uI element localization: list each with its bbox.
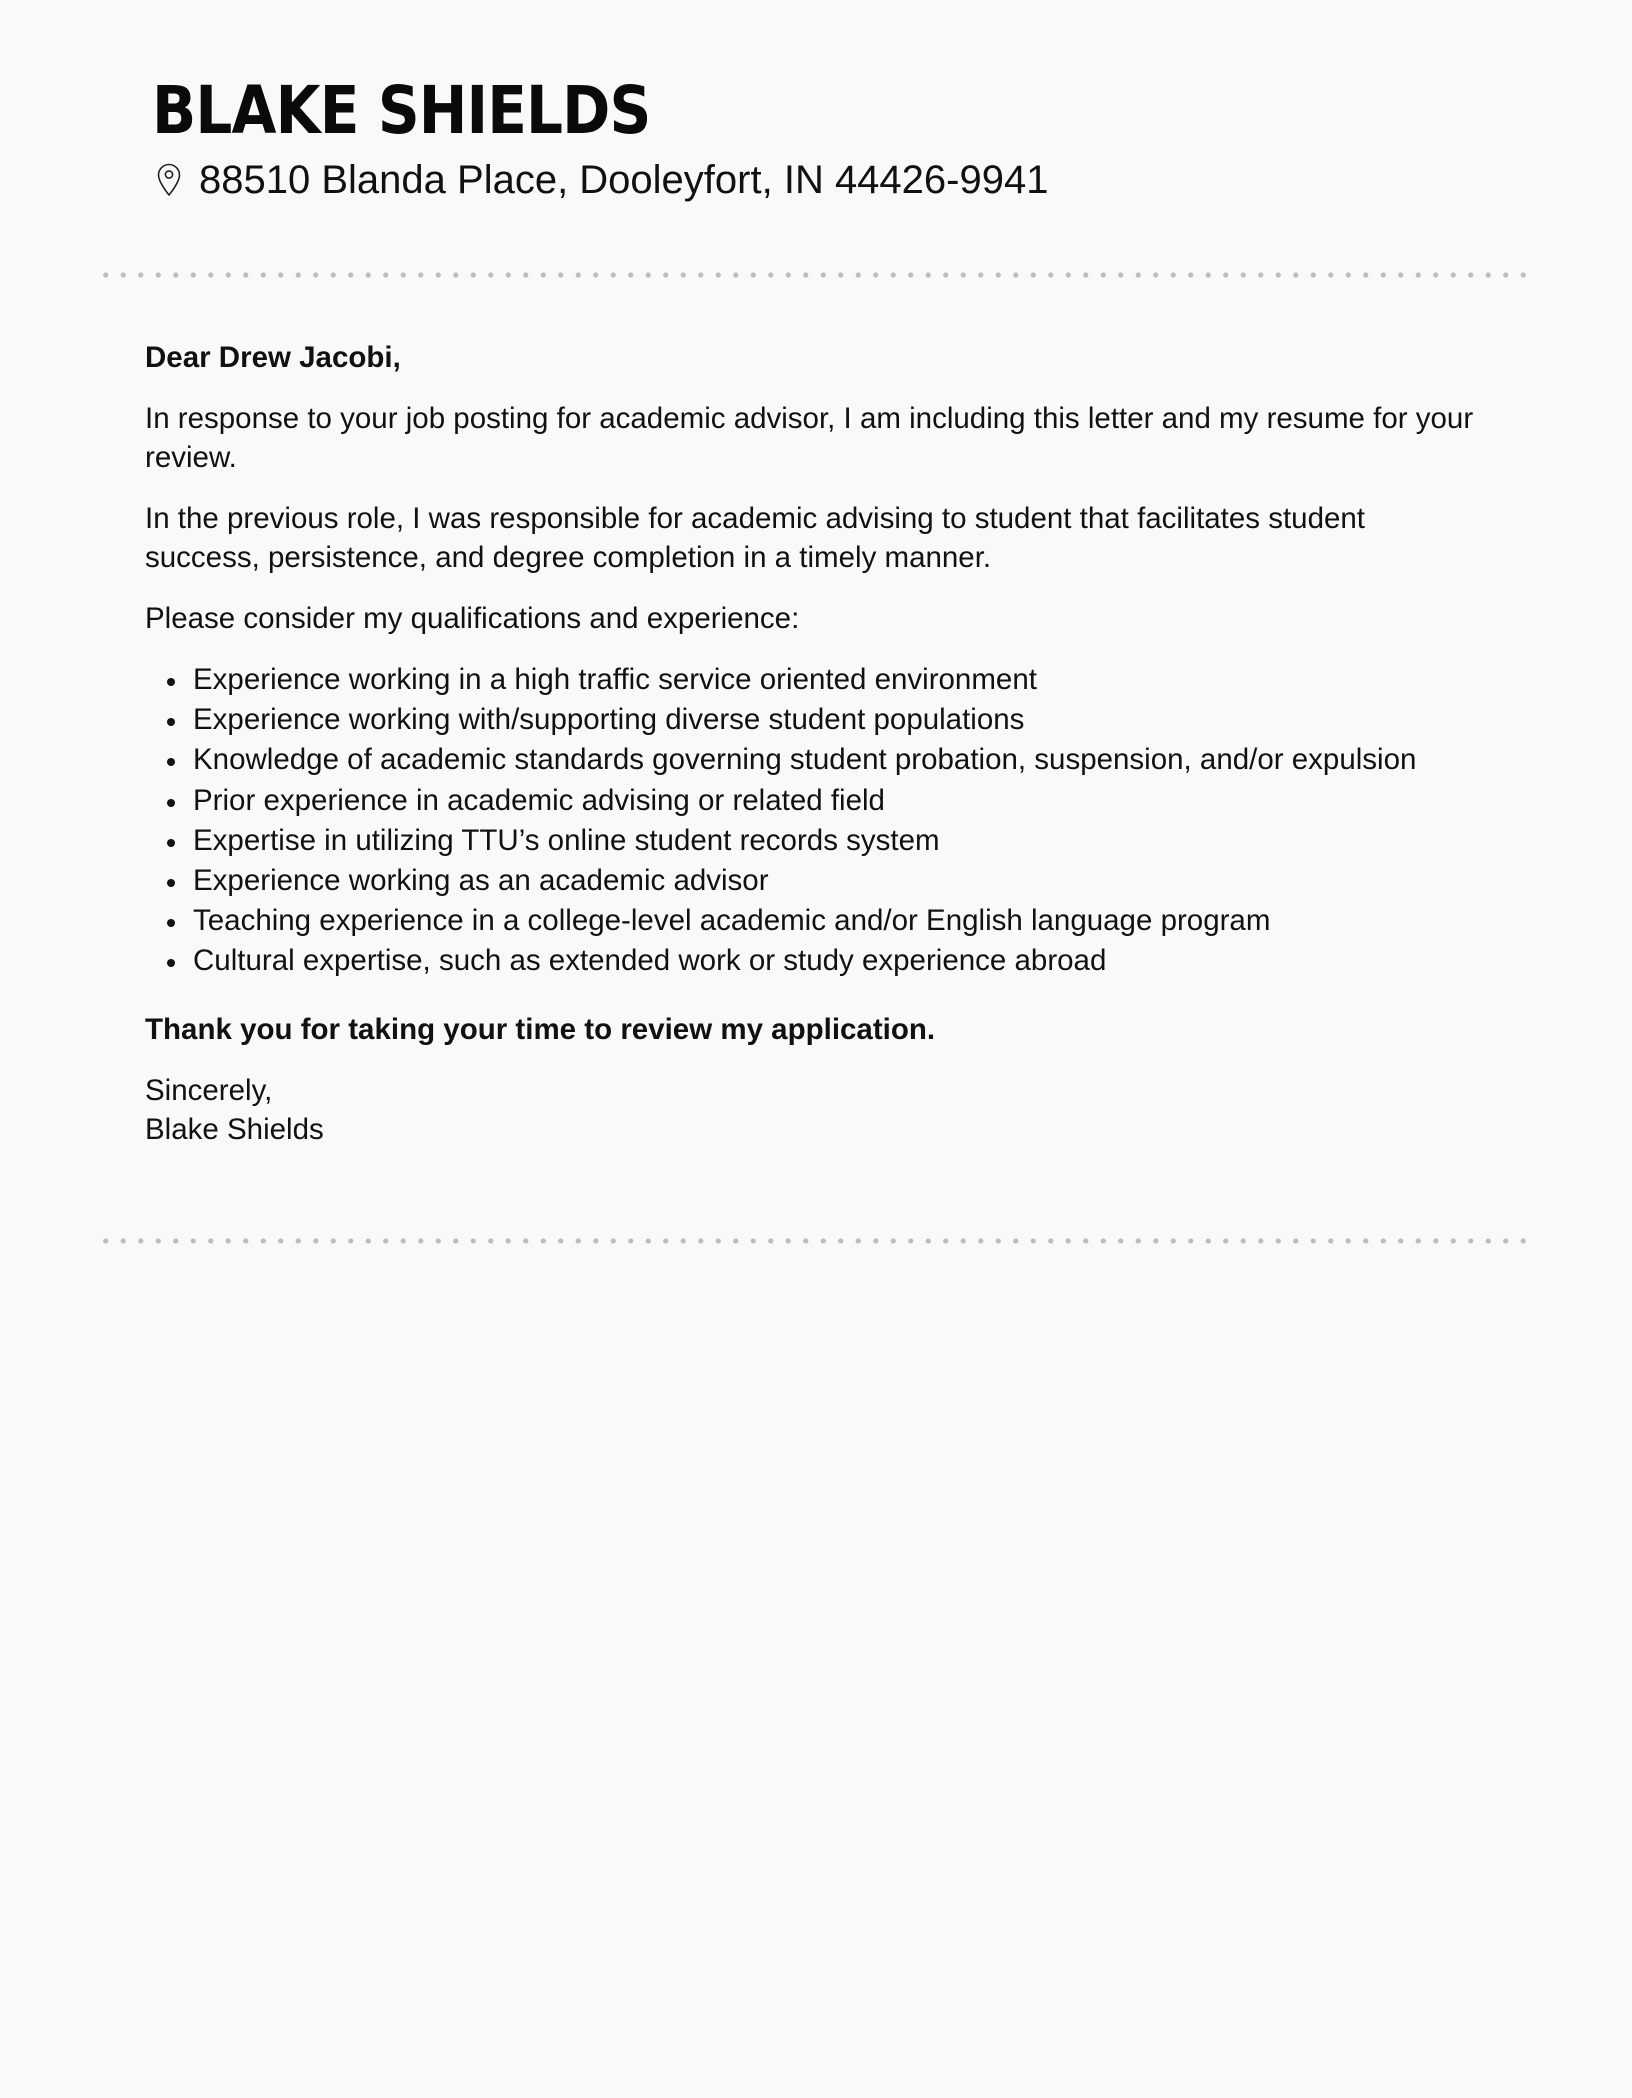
salutation: Dear Drew Jacobi, [145,341,401,374]
qualifications-list [145,660,1485,982]
paragraph-previous-role: In the previous role, I was responsible for academic advising to student that facilitates student success, persistence, and degree completion in a timely manner. [145,502,1366,574]
list-item: Teaching experience in a college-level academic and/or English language program [167,901,1485,941]
map-pin-icon [157,163,181,197]
paragraph-intro: In response to your job posting for academic advisor, I am including this letter and my resume for your review. [145,402,1474,474]
list-item: Experience working as an academic advisor [167,861,1485,901]
list-item: Cultural expertise, such as extended work or study experience abroad [167,941,1485,981]
dotted-divider-bottom [97,1238,1533,1244]
list-item: Experience working in a high traffic service oriented environment [167,660,1485,700]
dotted-divider-top [97,272,1533,278]
list-item: Prior experience in academic advising or related field [167,781,1485,821]
letter-body [145,338,1485,1149]
list-item: Expertise in utilizing TTU’s online student records system [167,821,1485,861]
address-text: 88510 Blanda Place, Dooleyfort, IN 44426-9941 [199,158,1049,202]
signature: Blake Shields [145,1112,324,1146]
applicant-name: BLAKE SHIELDS [152,72,651,149]
paragraph-qualifications-intro: Please consider my qualifications and experience: [145,602,800,635]
letter-header [152,72,1049,202]
closing-statement: Thank you for taking your time to review my application. [145,1012,936,1046]
list-item: Knowledge of academic standards governing student probation, suspension, and/or expulsion [167,740,1485,780]
list-item: Experience working with/supporting diverse student populations [167,700,1485,740]
signoff: Sincerely, [145,1073,273,1107]
signoff-block [145,1071,1485,1149]
address-row [157,160,1048,200]
